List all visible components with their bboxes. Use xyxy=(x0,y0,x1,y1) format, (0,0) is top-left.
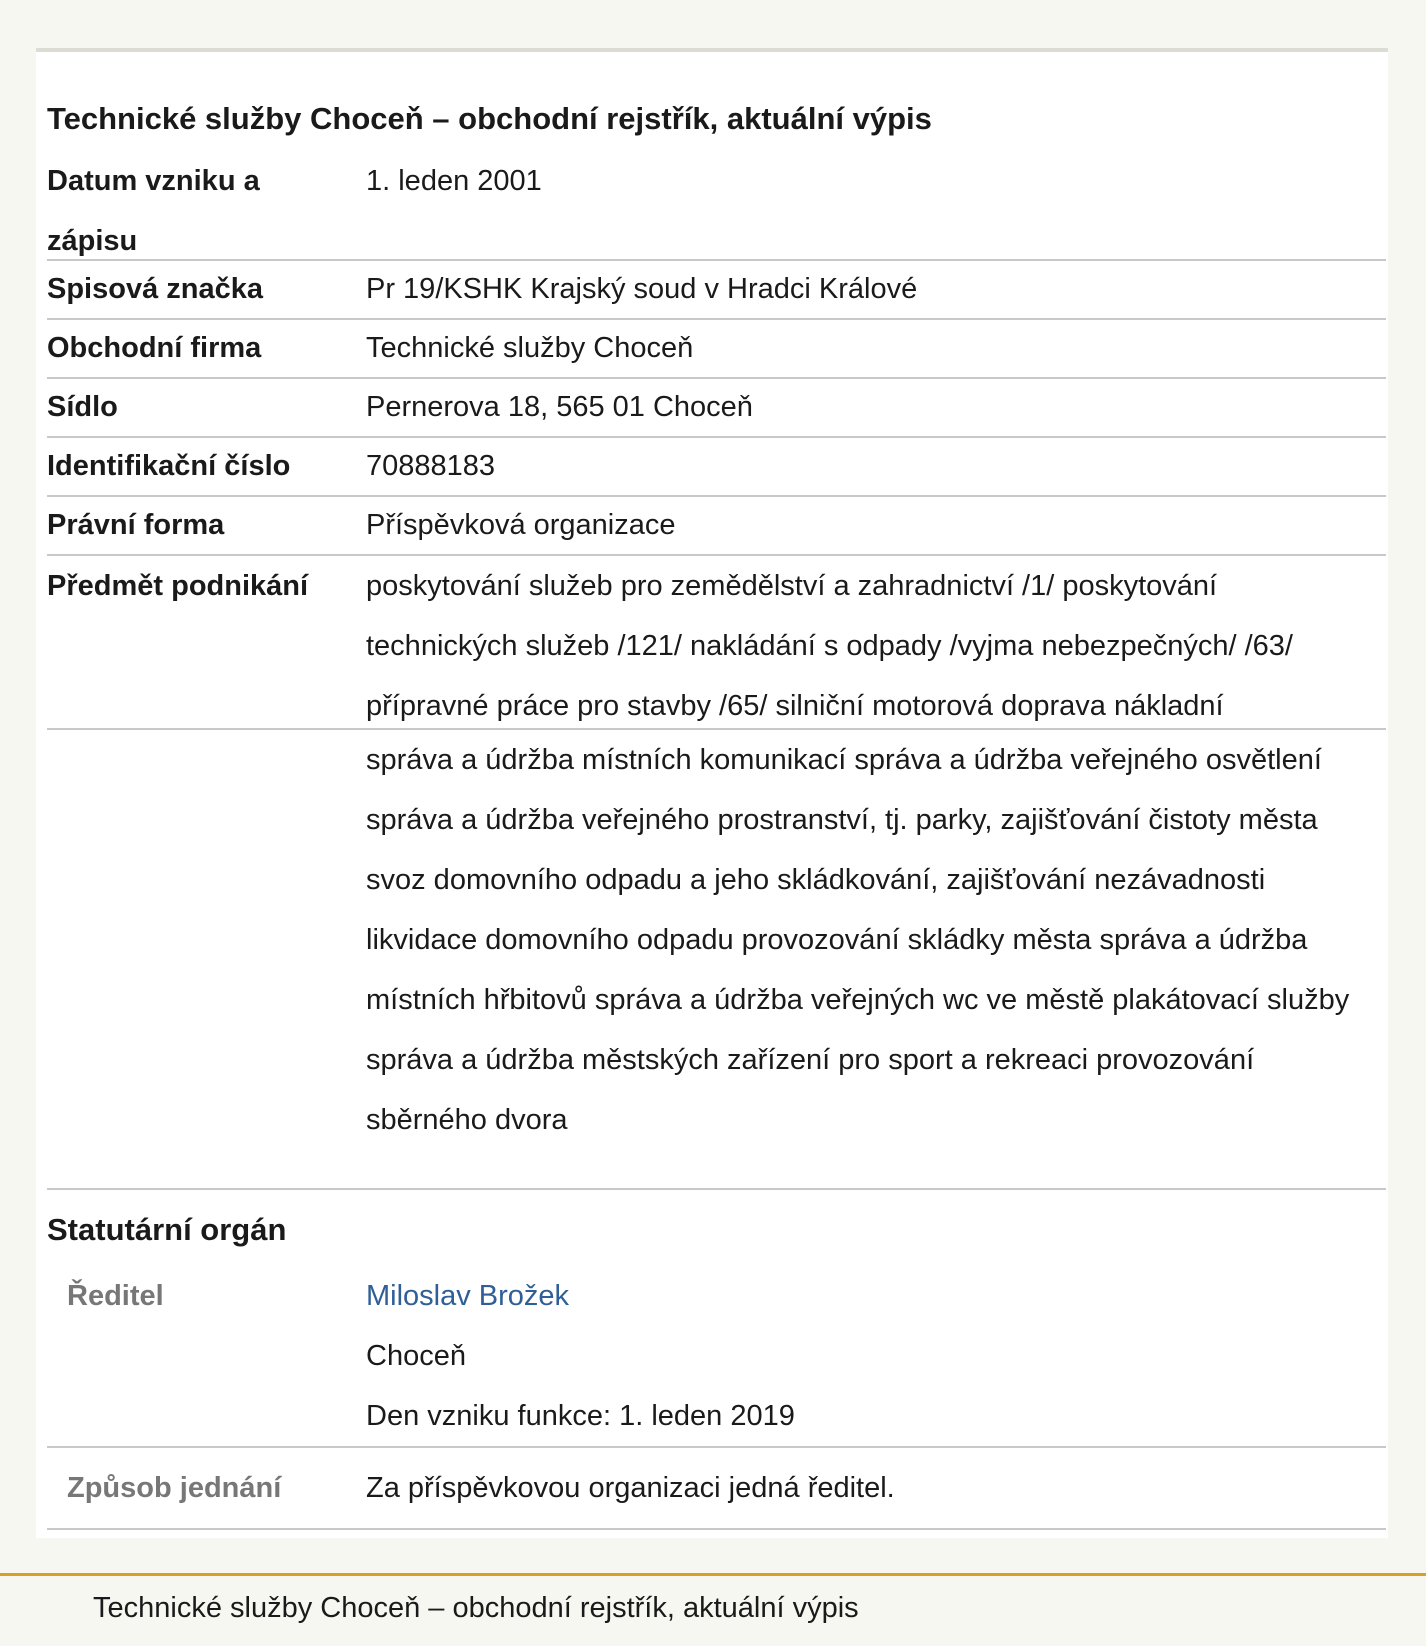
row-spisova-znacka xyxy=(47,261,1386,320)
person-link[interactable]: Miloslav Brožek xyxy=(366,1280,570,1312)
row-value xyxy=(366,556,1391,736)
row-label: Identifikační číslo xyxy=(47,450,291,482)
row-value: Technické služby Choceň xyxy=(366,332,694,364)
row-value: Za příspěvkovou organizaci jedná ředitel. xyxy=(366,1472,895,1504)
row-label: Sídlo xyxy=(47,391,118,423)
row-label: Spisová značka xyxy=(47,273,263,305)
row-value: 70888183 xyxy=(366,450,496,482)
text-line: technických služeb /121/ nakládání s odpady /vyjma nebezpečných/ /63/ xyxy=(366,630,1293,662)
footer-divider xyxy=(0,1573,1426,1576)
row-value: Pr 19/KSHK Krajský soud v Hradci Králové xyxy=(366,273,918,305)
row-label: Datum vzniku a zápisu xyxy=(47,165,260,257)
row-obchodni-firma xyxy=(47,320,1386,379)
row-value: Příspěvková organizace xyxy=(366,509,676,541)
text-line: místních hřbitovů správa a údržba veřejných wc ve městě plakátovací služby xyxy=(366,984,1350,1016)
section-heading-statutarni-organ: Statutární orgán xyxy=(47,1212,287,1247)
row-identifikacni-cislo xyxy=(47,438,1386,497)
row-sidlo xyxy=(47,379,1386,438)
person-city: Choceň xyxy=(366,1340,466,1372)
row-label: Právní forma xyxy=(47,509,225,541)
row-value: Pernerova 18, 565 01 Choceň xyxy=(366,391,753,423)
row-label: Předmět podnikání xyxy=(47,570,309,602)
row-value xyxy=(366,730,1391,1150)
text-line: správa a údržba veřejného prostranství, tj. parky, zajišťování čistoty města xyxy=(366,804,1318,836)
row-label: Ředitel xyxy=(67,1280,164,1312)
text-line: likvidace domovního odpadu provozování skládky města správa a údržba xyxy=(366,924,1308,956)
person-since: Den vzniku funkce: 1. leden 2019 xyxy=(366,1400,795,1432)
text-line: sběrného dvora xyxy=(366,1104,568,1136)
row-reditel xyxy=(47,1266,1386,1448)
row-label: Obchodní firma xyxy=(47,332,262,364)
row-zpusob-jednani xyxy=(47,1448,1386,1530)
row-pravni-forma xyxy=(47,497,1386,556)
row-datum-vzniku xyxy=(47,151,1386,261)
text-line: přípravné práce pro stavby /65/ silniční motorová doprava nákladní xyxy=(366,690,1224,722)
text-line: správa a údržba místních komunikací správa a údržba veřejného osvětlení xyxy=(366,744,1322,776)
row-label: Způsob jednání xyxy=(67,1472,282,1504)
text-line: správa a údržba městských zařízení pro sport a rekreaci provozování xyxy=(366,1044,1255,1076)
row-cinnosti xyxy=(47,730,1386,1190)
footer-title: Technické služby Choceň – obchodní rejstřík, aktuální výpis xyxy=(93,1592,859,1624)
text-line: svoz domovního odpadu a jeho skládkování, zajišťování nezávadnosti xyxy=(366,864,1266,896)
row-predmet-podnikani xyxy=(47,556,1386,730)
row-value: 1. leden 2001 xyxy=(366,165,542,197)
text-line: poskytování služeb pro zemědělství a zahradnictví /1/ poskytování xyxy=(366,570,1218,602)
row-value xyxy=(366,1266,1391,1446)
page-title: Technické služby Choceň – obchodní rejstřík, aktuální výpis xyxy=(47,101,932,136)
